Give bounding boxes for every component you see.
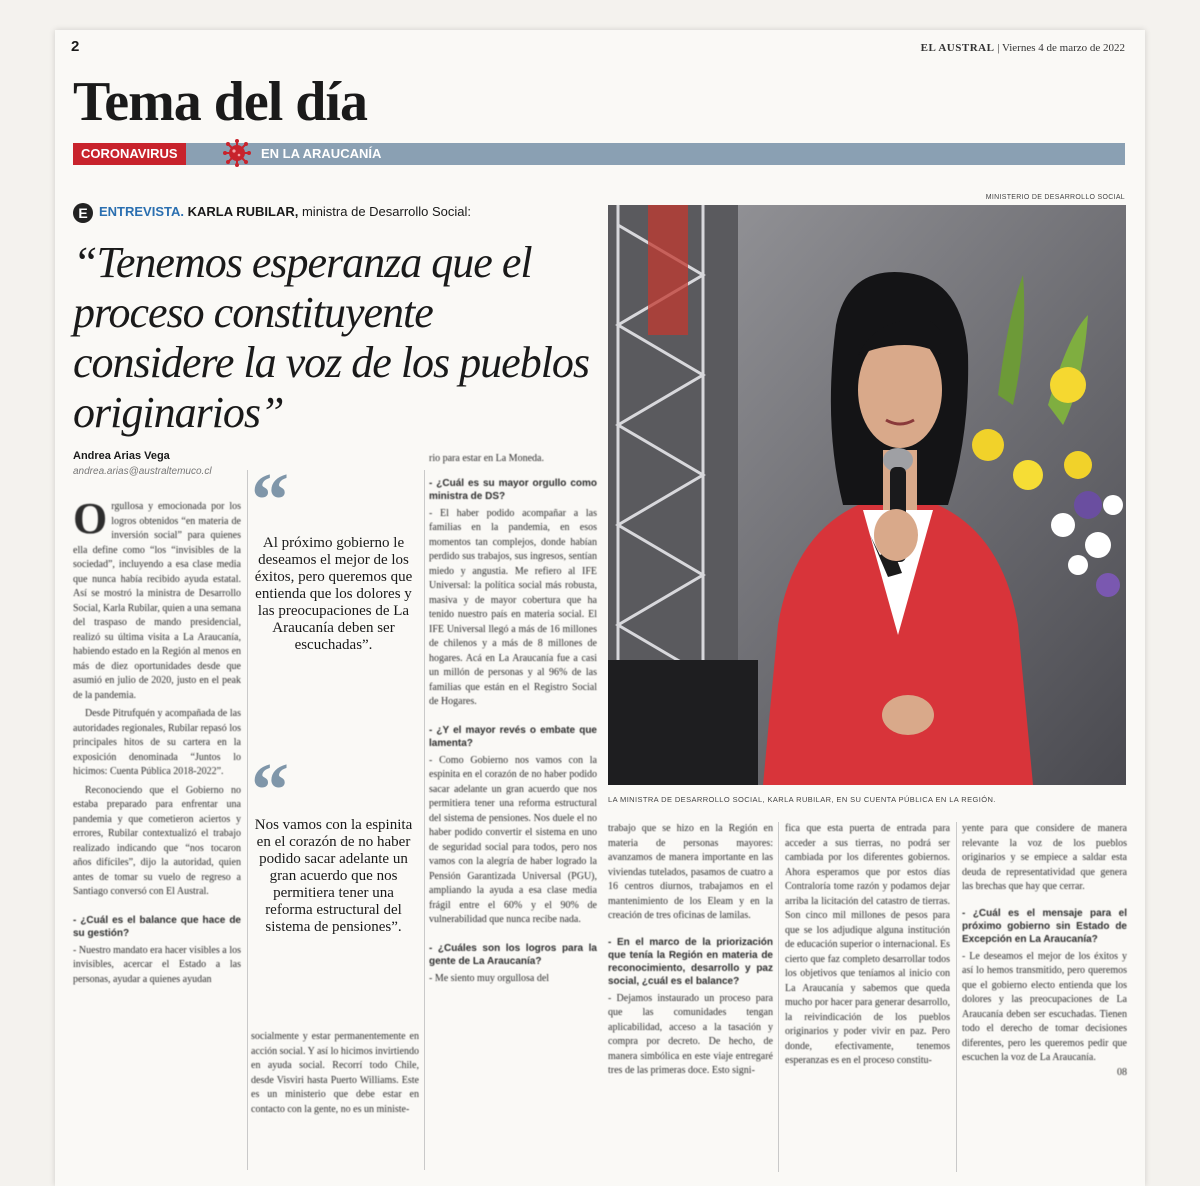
col3-question-1: - ¿Cuál es su mayor orgullo como ministra de DS? xyxy=(429,477,597,502)
col3-answer-3: - Me siento muy orgullosa del xyxy=(429,972,550,984)
column-5: fica que esta puerta de entrada para acceder a sus tierras, no podrá ser cambiada por los diferentes gobiernos. Ahora esperamos que por estos días Contraloría tome razón y podamos dejar arriba la licitación del catastro de tierras. Son cinco mil millones de pesos para que se los adjudique alguna institución de educación superior o internacional. Es cierto que faz completo desarrollar todos los objetivos que teníamos al inicio con La Araucanía y sabemos que queda mucho por hacer para generar desarrollo, la reivindicación de los pueblos originarios y poder vivir en paz. Pero donde, efectivamente, tenemos esperanzas es en el proceso constitu- xyxy=(785,823,950,1066)
masthead: EL AUSTRAL | Viernes 4 de marzo de 2022 xyxy=(920,42,1125,54)
col3-answer-2: - Como Gobierno nos vamos con la espinita en el corazón de no haber podido sacar adelante un gran acuerdo que nos permitiera tener una reforma estructural del sistema de pensiones. Nos duele el no haber podido convertir el sistema en uno de seguridad social para todos, pero nos vamos con la alegría de haber logrado la Pensión Garantizada Universal (PGU), ampliando la ayuda a esa clase media frágil entre el 60% y el 90% de vulnerabilidad que nunca recibe nada. xyxy=(429,754,597,925)
column-rule xyxy=(956,822,957,1172)
quote-mark-icon: “ xyxy=(251,458,289,542)
byline-author: Andrea Arias Vega xyxy=(73,450,170,462)
col6-answer-2: - Le deseamos el mejor de los éxitos y así lo hemos transmitido, pero queremos que el gobierno electo entienda que los dolores y las preocupaciones de La Araucanía deben ser escuchadas. Tienen todo el derecho de tomar decisiones diferentes, pero les queremos pedir que escuchen la voz de La Araucanía. xyxy=(962,950,1127,1063)
coronavirus-tag: CORONAVIRUS xyxy=(73,143,186,165)
quote-mark-icon: “ xyxy=(251,748,289,832)
col1-paragraph-3: Reconociendo que el Gobierno no estaba preparado para enfrentar una pandemia y que cometieron aciertos y errores, Rubilar contextualizó el trabajo realizado indicando que “nos tocaron años difíciles”, dijo la autoridad, quien antes de tomar su vuelo de regreso a Santiago conversó con El Austral. xyxy=(73,784,241,897)
end-mark: 08 xyxy=(1117,1066,1127,1078)
pull-quote-1: Al próximo gobierno le deseamos el mejor de los éxitos, pero queremos que entienda que los dolores y las preocupaciones de La Araucanía deben ser escuchadas”. xyxy=(254,535,413,653)
kicker xyxy=(99,204,471,219)
region-tag: EN LA ARAUCANÍA xyxy=(261,146,382,161)
col3-top: rio para estar en La Moneda. xyxy=(429,453,544,464)
photo-illustration xyxy=(608,205,1126,785)
col3-question-2: - ¿Y el mayor revés o embate que lamenta? xyxy=(429,724,597,749)
section-title: Tema del día xyxy=(73,71,367,133)
column-6 xyxy=(962,822,1127,1080)
pull-quote-2: Nos vamos con la espinita en el corazón de no haber podido sacar adelante un gran acuerdo que nos permitiera tener una reforma estructural del sistema de pensiones”. xyxy=(254,817,413,935)
column-2-bottom: socialmente y estar permanentemente en acción social. Y así lo hicimos invirtiendo en ayuda social. Recorrí todo Chile, desde Visviri hasta Puerto Williams. Este es un ministerio que debe estar en contacto con la gente, no es un ministe- xyxy=(251,1031,419,1115)
photo-credit: MINISTERIO DE DESARROLLO SOCIAL xyxy=(985,194,1125,201)
col4-question-1: - En el marco de la priorización que tenía la Región en materia de reconocimiento, desarrollo y paz social, ¿cuál es el balance? xyxy=(608,936,773,987)
photo-caption: LA MINISTRA DE DESARROLLO SOCIAL, KARLA RUBILAR, EN SU CUENTA PÚBLICA EN LA REGIÓN. xyxy=(608,795,996,804)
column-rule xyxy=(247,470,248,1170)
column-rule xyxy=(778,822,779,1172)
col1-paragraph-1: rgullosa y emocionada por los logros obtenidos “en materia de inversión social” para quienes ella define como “los “invisibles de la sociedad”, incluyendo a esa clase media que nunca había recibido ayuda estatal. Así se mostró la ministra de Desarrollo Social, Karla Rubilar, quien a una semana del traspaso de mando presidencial, realizó su última visita a La Araucanía, habiendo estado en la Región al menos en más de diez oportunidades desde que asumió en julio de 2020, justo en el peak de la pandemia. xyxy=(73,501,242,701)
col4-answer-1: trabajo que se hizo en la Región en materia de personas mayores: avanzamos de manera importante en las viviendas tutelados, pasamos de cuatro a 16 centros diurnos, trabajamos en el mantenimiento de los Eleam y en la creación de tres oficinas de lamilas. xyxy=(608,823,773,921)
drop-cap: O xyxy=(73,494,108,543)
minister-photo xyxy=(608,205,1126,785)
col1-answer: - Nuestro mandato era hacer visibles a los invisibles, acercar el Estado a las personas, ayudar a quienes ayudan xyxy=(73,944,241,985)
page-number: 2 xyxy=(71,38,80,55)
headline: “Tenemos esperanza que el proceso constituyente considere la voz de los pueblos originarios” xyxy=(73,238,590,437)
column-4 xyxy=(608,822,773,1079)
col6-answer-1: yente para que considere de manera relevante la voz de los pueblos originarios y se empiece a saldar esta deuda de representatividad que genera las brechas que hay que cerrar. xyxy=(962,823,1127,892)
kicker-type: ENTREVISTA. xyxy=(99,204,184,219)
col3-answer-1: - El haber podido acompañar a las familias en la pandemia, en esos momentos tan complejos, donde habían perdido sus trabajos, sus ingresos, sentían miedo y angustia. Me refiero al IFE Universal: la política social más robusta, masiva y de mayor cobertura que ha tenido nuestro país en materia social. El IFE Universal llegó a más de 16 millones de chilenos y a más de 8 millones de hogares. Acá en La Araucanía fue a casi un millón de personas y al 96% de las familias que están en el Registro Social de Hogares. xyxy=(429,507,597,707)
col4-answer-2: - Dejamos instaurado un proceso para que las comunidades tengan aplicabilidad, acceso a la tasación y compra por decreto. De hecho, de manera simbólica en este viaje entregaré tres de las primeras doce. Esto signi- xyxy=(608,992,773,1076)
interview-badge: E xyxy=(73,203,93,223)
column-3 xyxy=(429,452,597,986)
column-rule xyxy=(424,470,425,1170)
byline-email: andrea.arias@australtemuco.cl xyxy=(73,466,212,477)
kicker-role: ministra de Desarrollo Social: xyxy=(298,204,472,219)
col6-question-1: - ¿Cuál es el mensaje para el próximo gobierno sin Estado de Excepción en La Araucanía? xyxy=(962,907,1127,945)
section-band xyxy=(73,143,1125,165)
column-1 xyxy=(73,494,242,987)
col1-question: - ¿Cuál es el balance que hace de su gestión? xyxy=(73,914,241,939)
virus-icon xyxy=(223,139,251,167)
newspaper-page xyxy=(55,30,1145,1186)
col3-question-3: - ¿Cuáles son los logros para la gente de La Araucanía? xyxy=(429,942,597,967)
paper-name: EL AUSTRAL xyxy=(920,42,995,54)
kicker-name: KARLA RUBILAR, xyxy=(187,204,299,219)
issue-date: Viernes 4 de marzo de 2022 xyxy=(1001,42,1125,54)
col1-paragraph-2: Desde Pitrufquén y acompañada de las autoridades regionales, Rubilar repasó los principales hitos de su cartera en la exposición denominada “Juntos lo hicimos: Cuenta Pública 2018-2022”. xyxy=(73,708,241,777)
